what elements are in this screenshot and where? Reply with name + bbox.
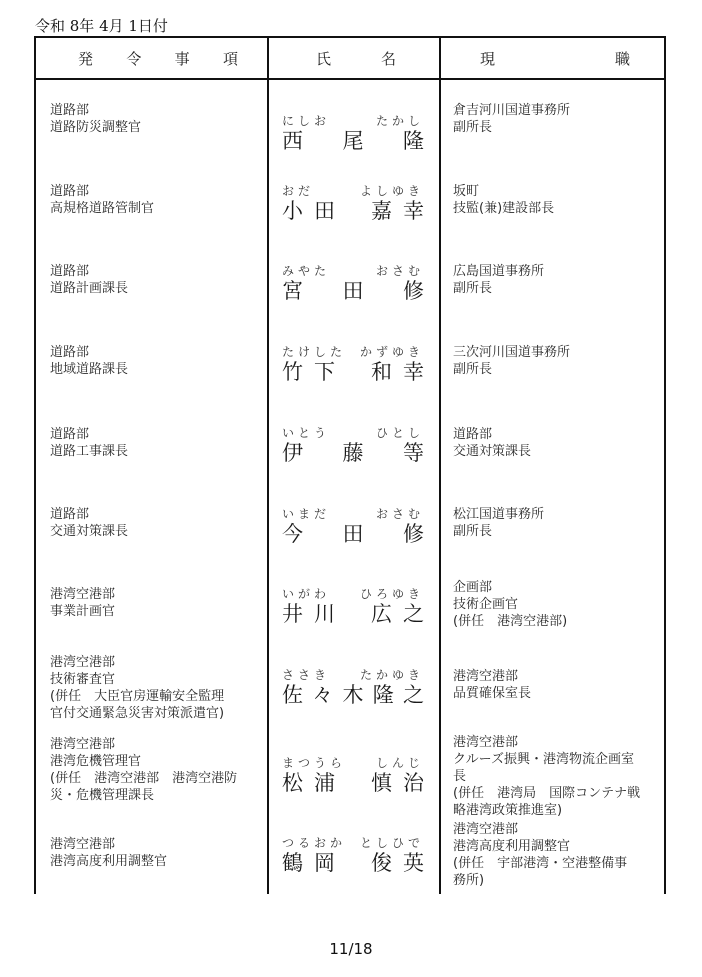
current-line: (併任 港湾空港部) xyxy=(453,614,568,629)
name-char: 尾 xyxy=(342,129,364,153)
reading-family: いがわ xyxy=(282,587,331,601)
header-post xyxy=(78,38,238,78)
post-line: 港湾高度利用調整官 xyxy=(50,854,168,869)
person-name xyxy=(282,264,424,304)
reading-family: いまだ xyxy=(282,507,331,521)
post-line: 道路部 xyxy=(50,427,90,442)
name-reading xyxy=(282,426,424,440)
appointment-post xyxy=(50,183,270,217)
header-current xyxy=(480,38,630,78)
name-char: 修 xyxy=(403,279,424,303)
current-line: 長 xyxy=(453,769,467,784)
name-char: 等 xyxy=(403,441,424,465)
post-line: 港湾空港部 xyxy=(50,737,116,752)
name-char: 々 xyxy=(312,683,334,707)
reading-given: としひで xyxy=(359,836,424,850)
current-post xyxy=(453,821,663,889)
name-char: 俊 xyxy=(371,851,392,875)
name-char: 松 xyxy=(282,771,303,795)
name-char: 幸 xyxy=(403,360,424,384)
header-post-char: 令 xyxy=(126,49,142,68)
current-line: 広島国道事務所 xyxy=(453,264,545,279)
name-char: 竹 xyxy=(282,360,303,384)
current-line: 港湾高度利用調整官 xyxy=(453,839,571,854)
reading-given: たかし xyxy=(375,114,424,128)
name-char: 慎 xyxy=(371,771,392,795)
header-name-char: 氏 xyxy=(316,49,332,68)
name-char: 田 xyxy=(314,199,335,223)
post-line: 官付交通緊急災害対策派遣官) xyxy=(50,706,225,721)
current-post xyxy=(453,579,663,630)
current-line: 交通対策課長 xyxy=(453,444,532,459)
name-char: 藤 xyxy=(342,441,364,465)
name-reading xyxy=(282,507,424,521)
name-char: 鶴 xyxy=(282,851,303,875)
name-char: 嘉 xyxy=(371,199,392,223)
person-name xyxy=(282,184,424,224)
reading-family: いとう xyxy=(282,426,331,440)
reading-given: しんじ xyxy=(375,756,424,770)
reading-given: おさむ xyxy=(375,507,424,521)
current-line: クルーズ振興・港湾物流企画室 xyxy=(453,752,634,767)
person-name xyxy=(282,345,424,385)
appointment-post xyxy=(50,506,270,540)
header-current-char: 職 xyxy=(614,49,630,68)
appointment-post xyxy=(50,426,270,460)
current-line: 副所長 xyxy=(453,120,493,135)
name-char: 修 xyxy=(403,522,424,546)
name-char: 宮 xyxy=(282,279,303,303)
name-char: 田 xyxy=(342,279,364,303)
table-left-border xyxy=(34,36,36,894)
post-line: 技術審査官 xyxy=(50,672,116,687)
post-line: 道路防災調整官 xyxy=(50,120,142,135)
person-name xyxy=(282,836,424,876)
post-line: (併任 港湾空港部 港湾空港防 xyxy=(50,771,238,786)
current-post xyxy=(453,668,663,702)
column-divider-2 xyxy=(439,36,441,894)
current-line: 技術企画官 xyxy=(453,597,519,612)
name-char: 浦 xyxy=(314,771,335,795)
appointment-post xyxy=(50,263,270,297)
current-line: 港湾空港部 xyxy=(453,822,519,837)
header-post-char: 発 xyxy=(78,49,94,68)
name-gap xyxy=(346,359,360,385)
current-line: (併任 港湾局 国際コンテナ戦 xyxy=(453,786,641,801)
name-char: 下 xyxy=(314,360,335,384)
current-post xyxy=(453,263,663,297)
post-line: 道路部 xyxy=(50,103,90,118)
reading-given: おさむ xyxy=(375,264,424,278)
post-line: (併任 大臣官房運輸安全監理 xyxy=(50,689,225,704)
name-kanji xyxy=(282,198,424,224)
name-reading xyxy=(282,114,424,128)
current-post xyxy=(453,183,663,217)
reading-family: にしお xyxy=(282,114,331,128)
post-line: 道路部 xyxy=(50,507,90,522)
name-char: 之 xyxy=(403,602,424,626)
name-reading xyxy=(282,264,424,278)
post-line: 地域道路課長 xyxy=(50,362,129,377)
name-char: 伊 xyxy=(282,441,303,465)
current-line: 港湾空港部 xyxy=(453,669,519,684)
appointment-post xyxy=(50,654,270,722)
name-char: 岡 xyxy=(314,851,335,875)
name-kanji xyxy=(282,278,424,304)
name-kanji xyxy=(282,770,424,796)
reading-given: ひろゆき xyxy=(359,587,424,601)
name-gap xyxy=(346,770,360,796)
appointment-post xyxy=(50,836,270,870)
current-post xyxy=(453,734,663,819)
name-kanji xyxy=(282,440,424,466)
current-line: 副所長 xyxy=(453,281,493,296)
current-post xyxy=(453,426,663,460)
appointment-post xyxy=(50,344,270,378)
name-char: 田 xyxy=(342,522,364,546)
name-char: 木 xyxy=(342,683,364,707)
name-char: 隆 xyxy=(403,129,424,153)
name-char: 之 xyxy=(403,683,424,707)
reading-given: よしゆき xyxy=(359,184,424,198)
name-kanji xyxy=(282,521,424,547)
name-char: 英 xyxy=(403,851,424,875)
person-name xyxy=(282,668,424,708)
name-kanji xyxy=(282,601,424,627)
name-reading xyxy=(282,345,424,359)
name-reading xyxy=(282,756,424,770)
person-name xyxy=(282,114,424,154)
name-reading xyxy=(282,668,424,682)
name-char: 和 xyxy=(371,360,392,384)
name-kanji xyxy=(282,359,424,385)
issue-date: 令和 8年 4月 1日付 xyxy=(35,17,168,35)
current-post xyxy=(453,102,663,136)
name-reading xyxy=(282,836,424,850)
header-current-char: 現 xyxy=(480,49,496,68)
current-line: 企画部 xyxy=(453,580,493,595)
post-line: 港湾空港部 xyxy=(50,587,116,602)
name-gap xyxy=(346,601,360,627)
header-name-char: 名 xyxy=(380,49,396,68)
current-line: (併任 宇部港湾・空港整備事 xyxy=(453,856,628,871)
header-name xyxy=(316,38,396,78)
post-line: 道路部 xyxy=(50,345,90,360)
reading-family: ささき xyxy=(282,668,331,682)
appointment-post xyxy=(50,102,270,136)
name-char: 井 xyxy=(282,602,303,626)
name-char: 小 xyxy=(282,199,303,223)
header-post-char: 項 xyxy=(222,49,238,68)
name-char: 佐 xyxy=(282,683,303,707)
name-char: 今 xyxy=(282,522,303,546)
current-line: 松江国道事務所 xyxy=(453,507,545,522)
name-gap xyxy=(346,850,360,876)
current-line: 副所長 xyxy=(453,524,493,539)
reading-given: かずゆき xyxy=(359,345,424,359)
current-line: 技監(兼)建設部長 xyxy=(453,201,555,216)
reading-given: たかゆき xyxy=(359,668,424,682)
post-line: 道路部 xyxy=(50,264,90,279)
name-kanji xyxy=(282,128,424,154)
appointment-post xyxy=(50,736,270,804)
current-post xyxy=(453,506,663,540)
post-line: 交通対策課長 xyxy=(50,524,129,539)
header-post-char: 事 xyxy=(174,49,190,68)
post-line: 港湾空港部 xyxy=(50,655,116,670)
name-char: 隆 xyxy=(372,683,394,707)
person-name xyxy=(282,507,424,547)
reading-family: つるおか xyxy=(282,836,347,850)
reading-family: おだ xyxy=(282,184,315,198)
reading-family: まつうら xyxy=(282,756,347,770)
reading-family: みやた xyxy=(282,264,331,278)
name-kanji xyxy=(282,850,424,876)
current-line: 副所長 xyxy=(453,362,493,377)
post-line: 高規格道路管制官 xyxy=(50,201,155,216)
post-line: 道路計画課長 xyxy=(50,281,129,296)
current-post xyxy=(453,344,663,378)
post-line: 災・危機管理課長 xyxy=(50,788,155,803)
reading-family: たけした xyxy=(282,345,347,359)
name-char: 幸 xyxy=(403,199,424,223)
current-line: 倉吉河川国道事務所 xyxy=(453,103,571,118)
name-char: 川 xyxy=(314,602,335,626)
person-name xyxy=(282,587,424,627)
current-line: 港湾空港部 xyxy=(453,735,519,750)
appointment-post xyxy=(50,586,270,620)
current-line: 三次河川国道事務所 xyxy=(453,345,571,360)
post-line: 事業計画官 xyxy=(50,604,116,619)
post-line: 道路部 xyxy=(50,184,90,199)
current-line: 品質確保室長 xyxy=(453,686,532,701)
personnel-table xyxy=(34,36,666,894)
name-char: 広 xyxy=(371,602,392,626)
name-reading xyxy=(282,184,424,198)
post-line: 港湾空港部 xyxy=(50,837,116,852)
name-kanji xyxy=(282,682,424,708)
name-char: 西 xyxy=(282,129,303,153)
page-number: 11/18 xyxy=(329,940,373,958)
post-line: 港湾危機管理官 xyxy=(50,754,142,769)
name-gap xyxy=(346,198,360,224)
post-line: 道路工事課長 xyxy=(50,444,129,459)
reading-given: ひとし xyxy=(375,426,424,440)
current-line: 坂町 xyxy=(453,184,480,199)
current-line: 務所) xyxy=(453,873,485,888)
person-name xyxy=(282,756,424,796)
current-line: 道路部 xyxy=(453,427,493,442)
name-reading xyxy=(282,587,424,601)
person-name xyxy=(282,426,424,466)
current-line: 略港湾政策推進室) xyxy=(453,803,563,818)
header-bottom-border xyxy=(34,78,666,80)
name-char: 治 xyxy=(403,771,424,795)
table-right-border xyxy=(664,36,666,894)
